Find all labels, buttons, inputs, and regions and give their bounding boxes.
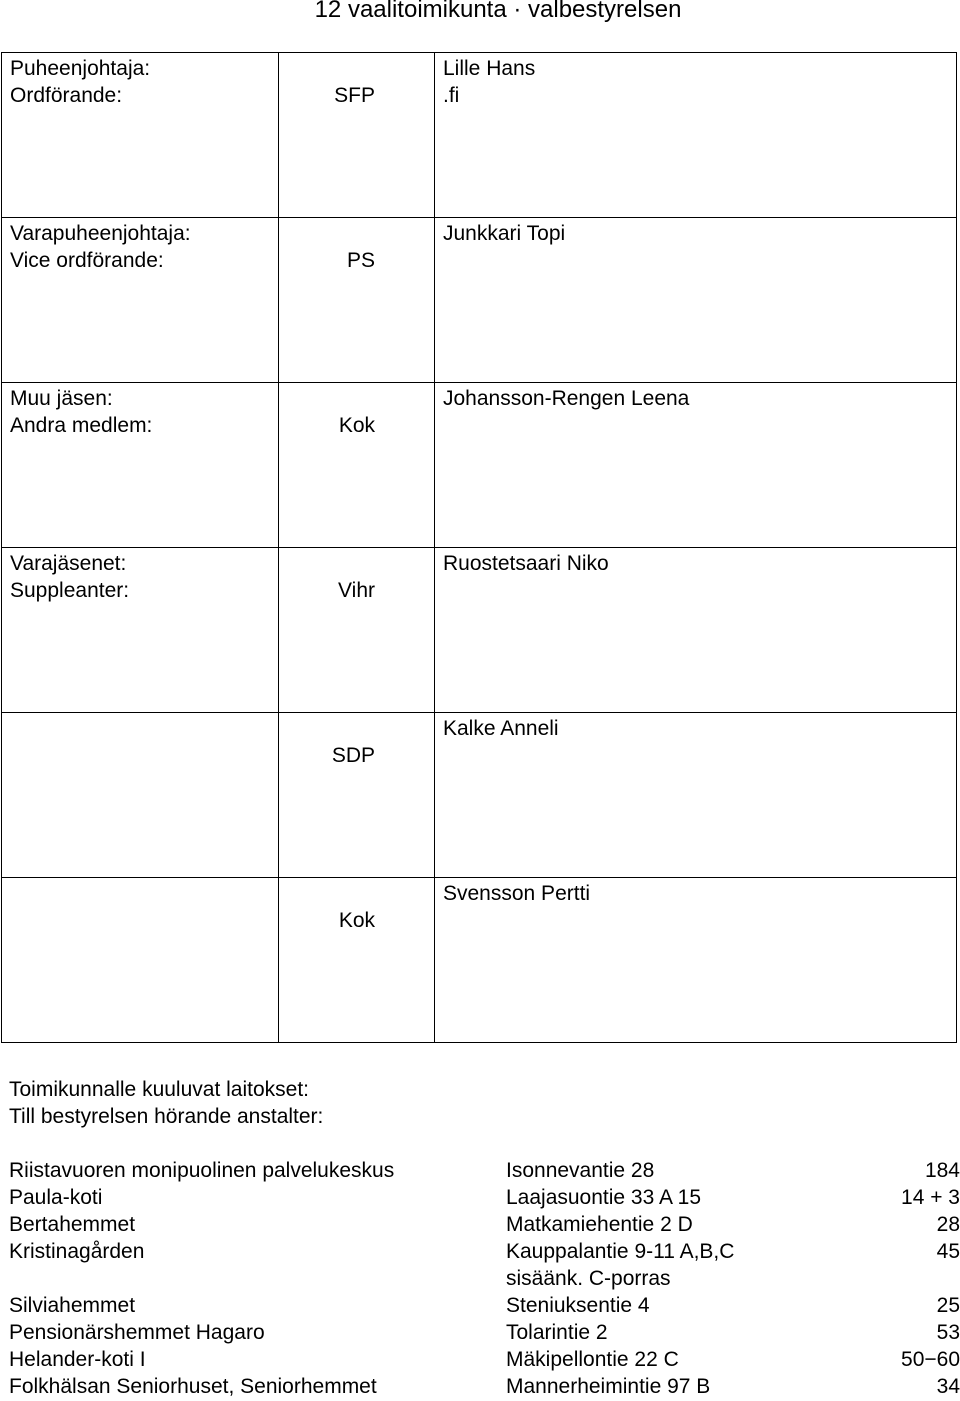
member-name: Ruostetsaari Niko	[443, 552, 609, 575]
name-cell	[435, 713, 957, 878]
role-cell	[2, 53, 279, 218]
institutions-list	[9, 1157, 960, 1400]
institution-count: 34	[936, 1375, 960, 1398]
name-cell	[435, 53, 957, 218]
board-row	[2, 878, 957, 1043]
party-cell: Kok	[279, 383, 435, 548]
role-sv: Suppleanter:	[10, 579, 130, 602]
party-cell: Kok	[279, 878, 435, 1043]
party-cell: Vihr	[279, 548, 435, 713]
institution-name: Silviahemmet	[9, 1294, 136, 1317]
institution-address: Isonnevantie 28	[506, 1159, 655, 1182]
institution-name: Riistavuoren monipuolinen palvelukeskus	[9, 1159, 395, 1182]
role-sv: Ordförande:	[10, 84, 123, 107]
institutions-heading-fi: Toimikunnalle kuuluvat laitokset:	[9, 1078, 309, 1101]
page-title	[0, 0, 960, 24]
institution-address: Tolarintie 2	[506, 1321, 608, 1344]
member-name: Kalke Anneli	[443, 717, 559, 740]
board-row	[2, 713, 957, 878]
institution-count: 25	[936, 1294, 960, 1317]
list-item	[9, 1265, 960, 1292]
member-name-line2: .fi	[443, 84, 460, 107]
institutions-heading	[9, 1076, 323, 1130]
party-cell: SDP	[279, 713, 435, 878]
role-sv: Andra medlem:	[10, 414, 153, 437]
list-item	[9, 1211, 960, 1238]
institution-count: 28	[936, 1213, 960, 1236]
party-cell: SFP	[279, 53, 435, 218]
institution-name: Folkhälsan Seniorhuset, Seniorhemmet	[9, 1375, 377, 1398]
institution-address: Laajasuontie 33 A 15	[506, 1186, 702, 1209]
institution-name: Bertahemmet	[9, 1213, 136, 1236]
board-members-table	[1, 52, 957, 1043]
list-item	[9, 1373, 960, 1400]
page-title-text: 12 vaalitoimikunta · valbestyrelsen	[314, 0, 682, 23]
institution-address: Kauppalantie 9-11 A,B,C	[506, 1240, 735, 1263]
institution-count: 53	[936, 1321, 960, 1344]
member-name: Svensson Pertti	[443, 882, 591, 905]
institution-count: 14 + 3	[901, 1186, 960, 1209]
role-fi: Muu jäsen:	[10, 387, 113, 410]
role-fi: Varapuheenjohtaja:	[10, 222, 191, 245]
list-item	[9, 1238, 960, 1265]
institution-address: sisäänk. C-porras	[506, 1267, 671, 1290]
member-name: Lille Hans	[443, 57, 536, 80]
board-row	[2, 53, 957, 218]
list-item	[9, 1319, 960, 1346]
name-cell	[435, 383, 957, 548]
role-cell	[2, 548, 279, 713]
board-row	[2, 383, 957, 548]
list-item	[9, 1346, 960, 1373]
name-cell	[435, 548, 957, 713]
institutions-heading-sv: Till bestyrelsen hörande anstalter:	[9, 1105, 324, 1128]
institution-count: 184	[924, 1159, 960, 1182]
list-item	[9, 1157, 960, 1184]
institution-address: Mannerheimintie 97 B	[506, 1375, 711, 1398]
institution-address: Matkamiehentie 2 D	[506, 1213, 693, 1236]
institution-name: Pensionärshemmet Hagaro	[9, 1321, 265, 1344]
institution-name: Kristinagården	[9, 1240, 145, 1263]
role-fi: Varajäsenet:	[10, 552, 127, 575]
role-cell	[2, 713, 279, 878]
role-fi: Puheenjohtaja:	[10, 57, 151, 80]
name-cell	[435, 878, 957, 1043]
institution-name: Helander-koti I	[9, 1348, 146, 1371]
institution-address: Steniuksentie 4	[506, 1294, 650, 1317]
institution-address: Mäkipellontie 22 C	[506, 1348, 679, 1371]
institution-count: 50−60	[901, 1348, 960, 1371]
board-row	[2, 548, 957, 713]
member-name: Junkkari Topi	[443, 222, 566, 245]
member-name: Johansson-Rengen Leena	[443, 387, 690, 410]
institution-count: 45	[936, 1240, 960, 1263]
role-sv: Vice ordförande:	[10, 249, 164, 272]
board-row	[2, 218, 957, 383]
party-cell: PS	[279, 218, 435, 383]
list-item	[9, 1292, 960, 1319]
institution-name: Paula-koti	[9, 1186, 103, 1209]
name-cell	[435, 218, 957, 383]
role-cell	[2, 218, 279, 383]
role-cell	[2, 383, 279, 548]
list-item	[9, 1184, 960, 1211]
role-cell	[2, 878, 279, 1043]
